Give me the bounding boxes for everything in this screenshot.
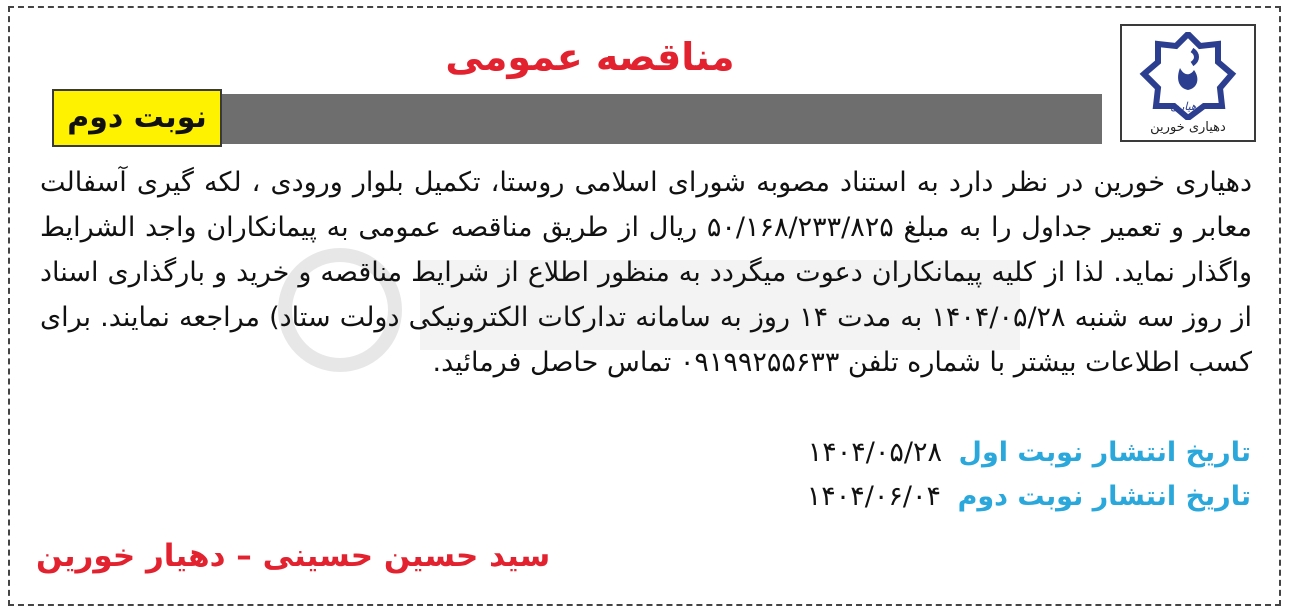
- first-publication-date: [808, 433, 1251, 473]
- page-title: مناقصه عمومی: [445, 35, 735, 79]
- header-bar: [222, 94, 1102, 144]
- second-publication-date: [807, 477, 1251, 517]
- first-publication-value: ۱۴۰۴/۰۵/۲۸: [807, 437, 942, 468]
- tender-description: دهیاری خورین در نظر دارد به استناد مصوبه شورای اسلامی روستا، تکمیل بلوار ورودی ، لکه گیری آسفالت معابر و تعمیر جداول را به مبلغ ۵۰/۱۶۸/۲۳۳/۸۲۵ ریال از طریق مناقصه عمومی به پیمانکاران واجد الشرایط واگذار نماید. لذا از کلیه پیمانکاران دعوت میگردد به منظور اطلاع از شرایط مناقصه و خرید و بارگذاری اسناد از روز سه شنبه ۱۴۰۴/۰۵/۲۸ به مدت ۱۴ روز به سامانه تدارکات الکترونیکی دولت ستاد) مراجعه نمایند. برای کسب اطلاعات بیشتر با شماره تلفن ۰۹۱۹۹۲۵۵۶۳۳ تماس حاصل فرمائید.: [40, 167, 1252, 378]
- signature: سید حسین حسینی – دهیار خورین: [36, 538, 551, 574]
- dehyari-emblem-icon: [1136, 32, 1240, 120]
- second-publication-label: تاریخ انتشار نوبت دوم: [957, 481, 1251, 512]
- second-publication-value: ۱۴۰۴/۰۶/۰۴: [806, 481, 941, 512]
- logo-caption: دهیاری خورین: [1150, 120, 1226, 135]
- logo-script: دهیاری: [1170, 100, 1202, 113]
- first-publication-label: تاریخ انتشار نوبت اول: [958, 437, 1251, 468]
- notice-round-badge: نوبت دوم: [52, 89, 222, 147]
- logo: [1120, 24, 1256, 142]
